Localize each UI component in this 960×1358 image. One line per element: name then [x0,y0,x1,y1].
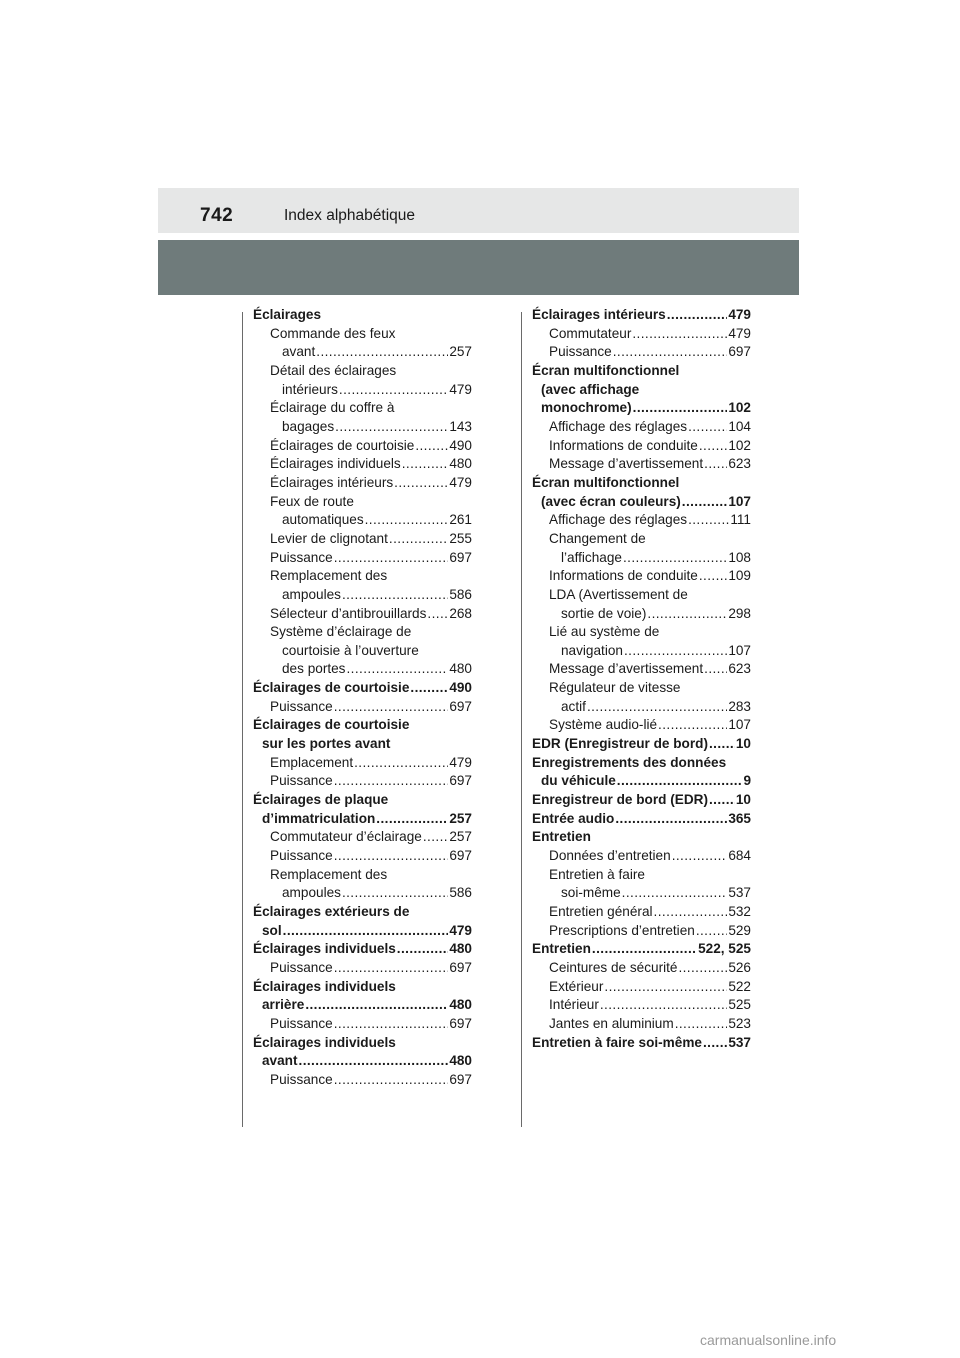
page-reference: 102 [728,437,751,453]
index-heading: Entretien [532,829,591,845]
index-entry-text: Emplacement [270,754,354,770]
page-reference: 480 [449,456,472,472]
page-reference: 697 [449,848,472,864]
index-entry [253,549,472,568]
index-entry: Commande des feux [270,325,396,341]
index-entry-text: Entretien à faire soi-même [532,1034,702,1050]
index-entry [532,455,751,474]
index-entry-text: bagages [282,418,335,434]
index-entry-text: Extérieur [549,978,604,994]
index-entry-text: Puissance [270,549,333,565]
index-entry-text: avant [282,344,316,360]
dot-leader [335,418,448,437]
page-reference: 697 [449,773,472,789]
page-reference: 586 [449,586,472,602]
page-reference: 104 [728,418,751,434]
page-reference: 697 [449,549,472,565]
dot-leader [604,978,727,997]
dot-leader [339,381,448,400]
index-entry-text: Informations de conduite [549,568,698,584]
index-entry-text: soi-même [561,885,621,901]
dot-leader [402,455,449,474]
page-reference: 479 [449,381,472,397]
dot-leader [654,903,728,922]
index-entry [253,772,472,791]
page-reference: 9 [743,773,751,789]
index-heading: Éclairages de courtoisie [253,717,410,733]
index-entry-text: Éclairages intérieurs [270,474,394,490]
index-entry: Détail des éclairages [270,362,397,378]
page-reference: 257 [449,810,472,826]
index-entry-text: Puissance [549,344,612,360]
index-entry-text: Affichage des réglages [549,418,688,434]
index-entry [532,343,751,362]
index-entry [532,660,751,679]
page-reference: 257 [449,829,472,845]
page-reference: 529 [728,922,751,938]
index-entry-text: Commutateur [549,325,632,341]
page-reference: 537 [728,1034,751,1050]
dot-leader [672,847,728,866]
index-heading [532,772,751,791]
dot-leader [389,530,448,549]
index-entry-text: automatiques [282,512,364,528]
page-reference: 10 [735,736,751,752]
index-entry-text: l’affichage [561,549,622,565]
page-reference: 522, 525 [698,941,751,957]
index-entry [253,847,472,866]
dot-leader [647,605,727,624]
dot-leader [334,847,449,866]
index-heading [532,940,751,959]
index-entry [253,1015,472,1034]
dot-leader [658,716,727,735]
index-entry-text: Système audio-lié [549,717,658,733]
index-heading [532,306,751,325]
dot-leader [624,642,727,661]
page-title: Index alphabétique [284,207,416,224]
dot-leader [423,828,448,847]
dot-leader [587,698,727,717]
page-reference: 480 [449,997,472,1013]
index-entry-text: Affichage des réglages [549,512,688,528]
dot-leader [334,959,449,978]
index-entry-text: arrière [262,997,305,1013]
header-top-bar [158,188,799,233]
page-reference: 298 [728,605,751,621]
index-heading: Éclairages [253,307,322,322]
index-column-left [253,306,472,1090]
page-reference: 107 [728,717,751,733]
page-reference: 480 [449,941,472,957]
dot-leader [415,437,448,456]
dot-leader [617,772,743,791]
index-entry-text: monochrome) [541,400,632,416]
index-entry-text: Informations de conduite [549,437,698,453]
index-entry-text: Éclairages individuels [270,456,401,472]
dot-leader [299,1052,449,1071]
index-heading: Écran multifonctionnel [532,362,680,378]
index-entry-text: Levier de clignotant [270,530,388,546]
dot-leader [633,399,728,418]
index-entry [532,847,751,866]
dot-leader [682,493,728,512]
index-entry-text: Éclairages de courtoisie [253,680,410,696]
index-heading [532,810,751,829]
dot-leader [613,343,728,362]
index-entry [532,698,751,717]
page-reference: 537 [728,885,751,901]
index-entry [253,343,472,362]
page-reference: 532 [728,904,751,919]
index-entry [253,959,472,978]
header-band [158,240,799,295]
index-entry-text: Sélecteur d’antibrouillards [270,605,427,621]
dot-leader [709,791,735,810]
index-heading [253,940,472,959]
index-heading: Éclairages individuels [253,1034,396,1050]
page-reference: 490 [449,437,472,453]
index-heading [253,810,472,829]
dot-leader [704,455,727,474]
index-entry: Lié au système de [549,624,660,640]
page-reference: 257 [449,344,472,360]
dot-leader [354,754,448,773]
index-entry-text: d’immatriculation [262,810,376,826]
index-entry [532,437,751,456]
page-reference: 107 [728,493,751,509]
index-entry-text: Entretien [532,941,591,957]
index-entry: Changement de [549,530,646,546]
dot-leader [632,325,727,344]
index-entry [253,455,472,474]
index-entry-text: intérieurs [282,381,338,397]
middle-column-rule [521,312,522,1127]
index-entry: Éclairage du coffre à [270,400,395,416]
index-entry-text: Enregistreur de bord (EDR) [532,792,708,808]
index-heading [532,791,751,810]
page-reference: 479 [449,474,472,490]
page-reference: 522 [728,978,751,994]
page-reference: 109 [728,568,751,584]
page-reference: 479 [728,325,751,341]
index-heading: (avec affichage [541,381,640,397]
page-reference: 697 [449,959,472,975]
index-entry-text: Intérieur [549,997,599,1013]
index-entry [253,884,472,903]
page-reference: 480 [449,661,472,677]
index-entry [532,549,751,568]
index-entry-text: Prescriptions d’entretien [549,922,695,938]
page-reference: 623 [728,661,751,677]
index-entry-text: Puissance [270,959,333,975]
index-entry-text: ampoules [282,586,341,602]
dot-leader [394,474,448,493]
index-entry-text: Éclairages individuels [253,941,396,957]
index-heading [532,399,751,418]
dot-leader [622,884,728,903]
index-entry-text: Puissance [270,848,333,864]
dot-leader [675,1015,728,1034]
index-entry-text: ampoules [282,885,341,901]
index-entry: Feux de route [270,493,354,509]
page-reference: 479 [449,754,472,770]
dot-leader [667,306,728,325]
index-heading: sur les portes avant [262,736,391,752]
page-reference: 143 [449,418,472,434]
page-reference: 586 [449,885,472,901]
index-entry [253,437,472,456]
page-reference: 102 [728,400,751,416]
index-entry [532,511,751,530]
page-reference: 480 [449,1053,472,1069]
index-entry: Entretien à faire [549,866,645,882]
index-entry [253,1071,472,1090]
dot-leader [397,940,449,959]
index-entry [253,381,472,400]
index-entry-text: Puissance [270,1015,333,1031]
index-entry [532,605,751,624]
page-reference: 255 [449,530,472,546]
index-entry [253,605,472,624]
index-heading: Enregistrements des données [532,754,727,770]
index-entry [253,474,472,493]
page-reference: 261 [449,512,472,528]
dot-leader [376,810,448,829]
index-entry-text: actif [561,698,586,714]
index-entry [532,903,751,922]
dot-leader [699,567,727,586]
index-entry-text: (avec écran couleurs) [541,493,681,509]
dot-leader [592,940,697,959]
index-entry-text: Commutateur d’éclairage [270,829,422,845]
dot-leader [410,679,448,698]
index-entry-text: Message d’avertissement [549,661,704,677]
dot-leader [334,1015,449,1034]
index-entry [532,567,751,586]
index-entry-text: Éclairages de courtoisie [270,437,415,453]
index-heading [532,1034,751,1053]
index-entry [532,884,751,903]
index-entry [253,586,472,605]
page-reference: 623 [728,456,751,472]
dot-leader [600,996,727,1015]
index-entry: Système d’éclairage de [270,624,412,640]
index-entry-text: Ceintures de sécurité [549,959,678,975]
dot-leader [427,605,448,624]
page-reference: 525 [728,997,751,1013]
index-entry-text: du véhicule [541,773,616,789]
page-reference: 479 [728,307,751,322]
dot-leader [305,996,448,1015]
dot-leader [696,922,727,941]
index-heading [532,493,751,512]
page-reference: 108 [728,549,751,565]
dot-leader [316,343,448,362]
index-entry-text: Entrée audio [532,810,615,826]
index-entry: Remplacement des [270,866,388,882]
index-entry-text: sortie de voie) [561,605,647,621]
page-reference: 697 [449,1015,472,1031]
page-reference: 10 [735,792,751,808]
index-entry: courtoisie à l’ouverture [282,642,419,658]
index-entry-text: Données d’entretien [549,848,671,864]
index-entry: Remplacement des [270,568,388,584]
dot-leader [623,549,727,568]
index-entry [253,511,472,530]
page-reference: 479 [449,922,472,938]
dot-leader [615,810,727,829]
page-reference: 697 [449,698,472,714]
index-entry-text: des portes [282,661,346,677]
index-entry [253,754,472,773]
index-entry [253,660,472,679]
dot-leader [334,698,449,717]
index-entry-text: navigation [561,642,623,658]
index-entry [532,922,751,941]
dot-leader [283,922,449,941]
index-entry-text: Puissance [270,1071,333,1087]
dot-leader [342,884,448,903]
left-column-rule [242,312,243,1127]
dot-leader [704,660,727,679]
index-entry [532,716,751,735]
index-heading: Éclairages de plaque [253,792,389,808]
dot-leader [699,437,727,456]
index-heading: Écran multifonctionnel [532,474,680,490]
index-entry [253,828,472,847]
index-entry [532,996,751,1015]
index-entry [253,530,472,549]
index-entry [532,325,751,344]
index-entry: LDA (Avertissement de [549,586,688,602]
page-reference: 107 [728,642,751,658]
dot-leader [688,418,727,437]
watermark: carmanualsonline.info [700,1332,837,1348]
dot-leader [365,511,449,530]
page-reference: 365 [728,810,751,826]
index-entry [253,418,472,437]
index-entry [253,698,472,717]
index-heading: Éclairages extérieurs de [253,904,410,919]
index-heading: Éclairages individuels [253,978,396,994]
page-reference: 526 [728,959,751,975]
index-heading [532,735,751,754]
index-heading [253,922,472,941]
page-reference: 268 [449,605,472,621]
page-reference: 490 [449,680,472,696]
index-heading [253,1052,472,1071]
index-heading [253,679,472,698]
dot-leader [342,586,448,605]
page-reference: 283 [728,698,751,714]
page-reference: 111 [730,512,751,528]
page-reference: 684 [728,848,751,864]
dot-leader [703,1034,727,1053]
index-entry-text: Jantes en aluminium [549,1015,674,1031]
index-entry: Régulateur de vitesse [549,680,681,696]
index-entry-text: avant [262,1053,298,1069]
dot-leader [334,1071,449,1090]
index-entry [532,978,751,997]
index-entry [532,642,751,661]
index-entry-text: Message d’avertissement [549,456,704,472]
dot-leader [709,735,735,754]
index-entry-text: EDR (Enregistreur de bord) [532,736,708,752]
index-heading [253,996,472,1015]
index-entry-text: Puissance [270,698,333,714]
dot-leader [688,511,729,530]
page-reference: 697 [728,344,751,360]
dot-leader [346,660,448,679]
dot-leader [334,549,449,568]
index-entry [532,418,751,437]
page-number: 742 [200,205,234,226]
page-reference: 523 [728,1015,751,1031]
index-entry-text: sol [262,922,282,938]
index-column-right [532,306,751,1052]
dot-leader [334,772,449,791]
page-reference: 697 [449,1071,472,1087]
index-entry-text: Entretien général [549,904,653,919]
index-entry-text: Éclairages intérieurs [532,307,666,322]
dot-leader [678,959,727,978]
index-entry-text: Puissance [270,773,333,789]
index-entry [532,1015,751,1034]
index-entry [532,959,751,978]
